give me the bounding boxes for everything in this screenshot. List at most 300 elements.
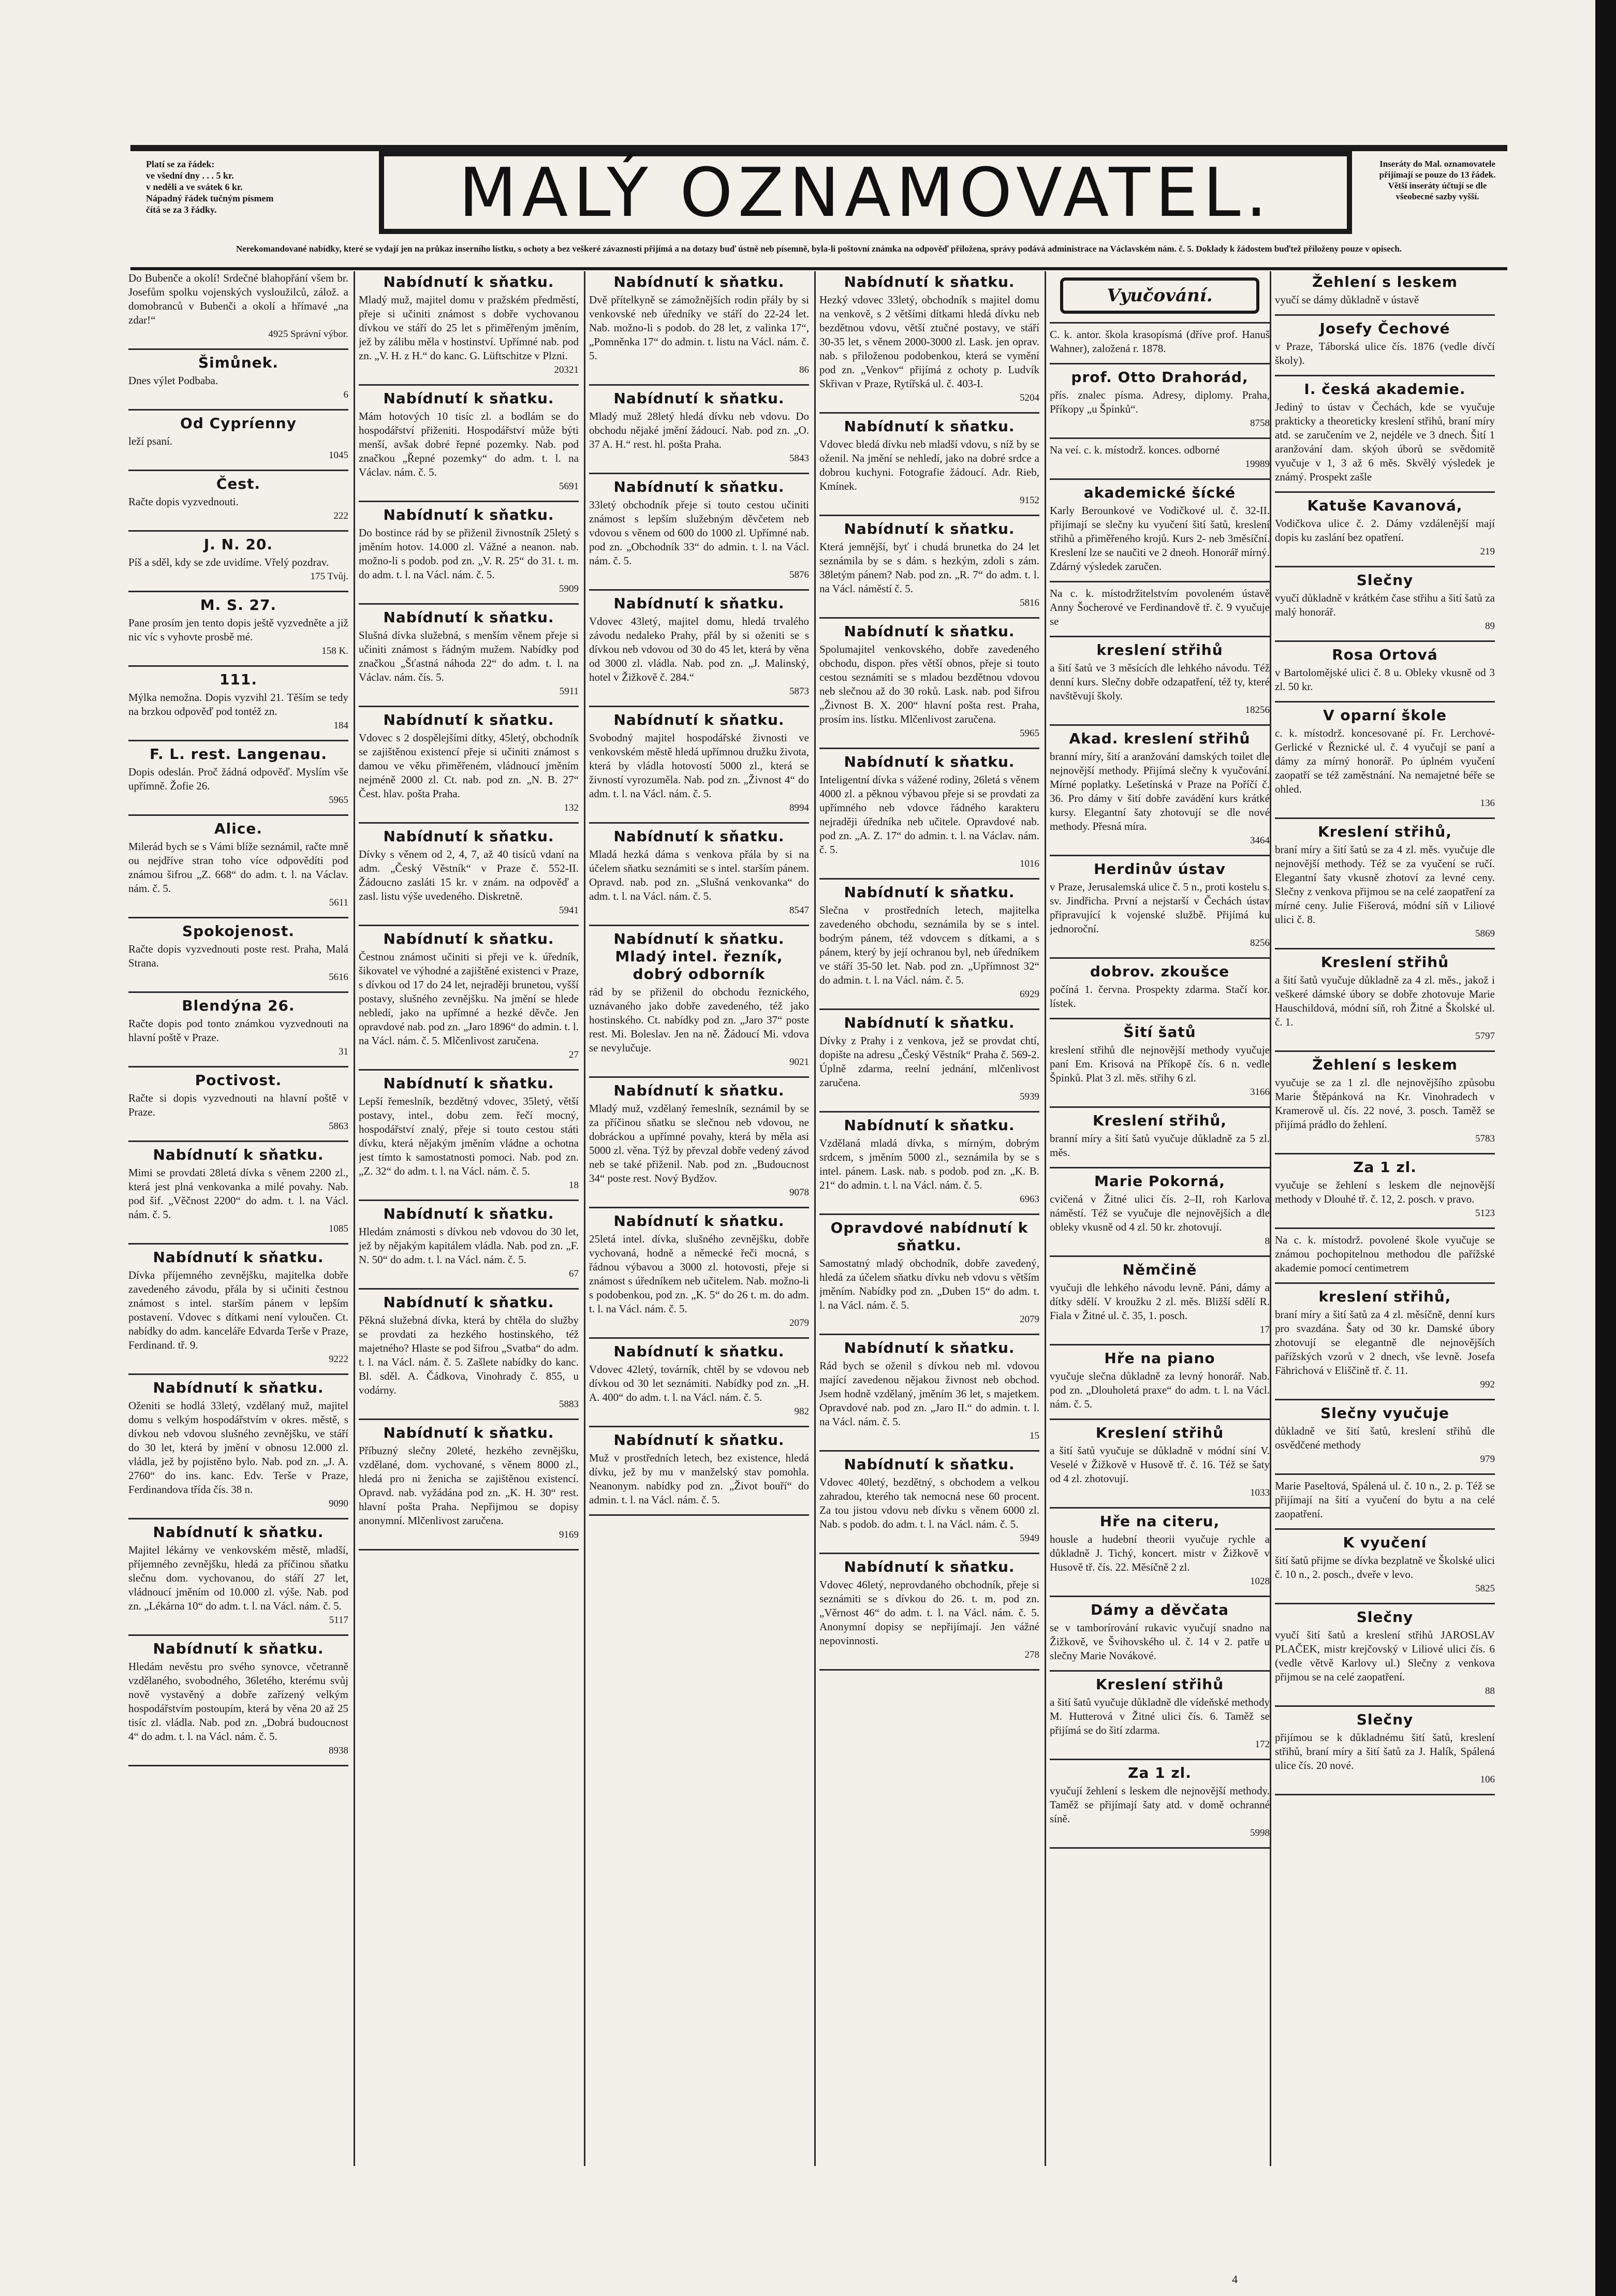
ad-separator (589, 706, 809, 707)
ad-body: Hezký vdovec 33letý, obchodník s majitel domu na venkově, s 2 většími dítkami hledá dívku neb bezdětnou vdovu, větší ztučné postavy, ve stáří 30-35 let, s věnem 2000-3000 zl. Lask. jen oprav. nab. s přiloženou podobenkou, která se vymění pod zn. „Venkov“ přijímá z ochoty p. Ludvík Skřivan v Praze, Rytířská ul. č. 403-I. (819, 294, 1039, 390)
ad-number: 184 (333, 720, 348, 731)
ad-number: 5883 (559, 1399, 579, 1410)
ad-heading: Nabídnutí k sňatku. (383, 1424, 554, 1441)
classified-ad (1275, 954, 1495, 1043)
classified-ad (1050, 1676, 1270, 1751)
ad-heading: J. N. 20. (203, 536, 273, 553)
ad-body: Muž v prostředních letech, bez existence, hledá dívku, jež by mu v manželský stav pomohla. Neanonym. nabídky pod zn. „Život bouří“ do admin. t. l. na Václ. nám. č. 5. (589, 1452, 809, 1506)
ad-heading: F. L. rest. Langenau. (150, 745, 327, 763)
classified-ad (589, 478, 809, 582)
ad-body: cvičená v Žitné ulici čís. 2–II, roh Karlova náměstí. Též se vyučuje dle nejnovějších a dle obleky vkusně od 4 zl. 50 kr. zhotovují. (1050, 1193, 1270, 1233)
ad-body: Na c. k. místodržitelstvím povoleném ústavě Anny Šocherové ve Ferdinandově tř. č. 9 vyučuje se (1050, 587, 1270, 627)
page-title: MALÝ OZNAMOVATEL. (379, 151, 1352, 234)
masthead-note: Nerekomandované nabídky, které se vydají jen na průkaz inserního lístku, s ochoty a bez veškeré závaznosti přijímá a na dotazy buď ústně neb písemně, byla-li poštovní známka na odpověď přiložena, správy podává administrace na Václavském nám. č. 5. Doklady k žádostem buďtež přiloženy pouze v opisech. (236, 244, 1402, 254)
ad-heading: Od Cypríenny (180, 415, 297, 432)
ad-number: 5117 (329, 1615, 348, 1626)
ad-body: Marie Paseltová, Spálená ul. č. 10 n., 2. p. Též se přijímají na šití a vyučení do bytu a na celé zaopatření. (1275, 1480, 1495, 1520)
ad-body: Slečna v prostředních letech, majitelka zavedeného obchodu, seznámila by se s intel. bodrým pánem, též vdovcem s dítkami, a s pánem, který by její ochranou byl, neb úředníkem ve stáří 35-50 let. Nab. pod zn. „Upřímnost 32“ do admin. t. l. na Václ. nám. č. 5. (819, 904, 1039, 986)
ad-number: 1028 (1250, 1576, 1270, 1587)
ad-body: C. k. antor. škola krasopísmá (dříve prof. Hanuš Wahner), založená r. 1878. (1050, 328, 1270, 355)
masthead-rule-bottom (130, 267, 1507, 270)
ad-body: vyučuji dle lehkého návodu levně. Páni, dámy a dítky sdělí. V kroužku 2 zl. měs. Bližší sdělí R. Fiala v Žitné ul. č. 35, 1. posch. (1050, 1281, 1270, 1322)
classified-ad (1050, 1023, 1270, 1099)
ad-separator (1275, 1282, 1495, 1284)
ad-number: 5825 (1475, 1583, 1495, 1594)
ad-separator (128, 1243, 348, 1245)
scan-border (1595, 0, 1616, 2296)
ad-heading: Nabídnutí k sňatku. (383, 930, 554, 947)
classified-ad (1050, 587, 1270, 628)
ad-heading: Rosa Ortová (1332, 646, 1438, 663)
classified-ad (359, 711, 579, 815)
ad-separator (1275, 1153, 1495, 1154)
ad-separator (1050, 636, 1270, 637)
ad-body: Čestnou známost učiniti si přeji ve k. úředník, šikovatel ve výhodné a zajištěné existenci v Praze, s dívkou od 17 do 24 let, nejraději brunetou, vyšší postavy, slušného zevnějšku. Na jmění se hlede nebledí, jako na upřímné a hezké děvče. Jen opravdové nab. pod zn. „Jaro 1896“ do admin. t. l. na Václ. nám. č. 5. Mlčenlivost zaručena. (359, 950, 579, 1047)
ad-body: vyučí se dámy důkladně v ústavě (1275, 294, 1419, 306)
ad-separator (359, 1549, 579, 1551)
classified-ad (589, 595, 809, 698)
ad-separator (1275, 1794, 1495, 1795)
ad-number: 5783 (1475, 1133, 1495, 1144)
ad-separator (359, 1418, 579, 1420)
ad-column (589, 271, 809, 2166)
ad-body: Račte si dopis vyzvednouti na hlavní poště v Praze. (128, 1092, 348, 1118)
ad-heading: Katuše Kavanová, (1307, 497, 1463, 514)
ad-heading: Nabídnutí k sňatku. (383, 1294, 554, 1311)
ad-number: 1033 (1250, 1487, 1270, 1498)
classified-ad (589, 390, 809, 465)
ad-separator (1050, 478, 1270, 480)
ad-separator (1050, 1418, 1270, 1420)
ad-heading: K vyučení (1343, 1534, 1427, 1551)
ad-number: 5611 (329, 897, 348, 908)
ad-number: 8994 (789, 802, 809, 813)
classified-columns (124, 271, 1501, 2166)
ad-separator (128, 665, 348, 667)
ad-body: Vdovec bledá dívku neb mladší vdovu, s níž by se oženil. Na jmění se nehledí, jako na dobré srdce a dobrou kuchyni. Fotografie žádoucí. Adr. Rieb, Kmínek. (819, 438, 1039, 492)
ad-number: 5797 (1475, 1031, 1495, 1042)
ad-separator (1275, 817, 1495, 819)
column-rule (1270, 271, 1271, 2166)
ad-body: Dnes výlet Podbaba. (128, 374, 218, 387)
ad-separator (1050, 1596, 1270, 1597)
classified-ad (128, 1379, 348, 1511)
ad-number: 5816 (1020, 597, 1039, 608)
ad-number: 278 (1024, 1649, 1039, 1660)
classified-ad (1050, 484, 1270, 574)
ad-number: 175 Tvůj. (310, 571, 348, 582)
ad-heading: Nabídnutí k sňatku. (844, 273, 1015, 290)
ad-body: Mladá hezká dáma s venkova přála by si na účelem sňatku seznámiti se s intel. starším pánem. Opravd. nab. pod zn. „Slušná venkovanka“ do adm. t. l. na Václ. nám. č. 5. (589, 848, 809, 902)
ad-body: Račte dopis pod tonto známkou vyzvednouti na hlavní poště v Praze. (128, 1017, 348, 1044)
ad-separator (1050, 1018, 1270, 1019)
ad-body: Vdovec 40letý, bezdětný, s obchodem a velkou zahradou, kterého tak nemocná nese 60 procent. Za tou jistou vdovu neb dívku s věnem 6000 zl. Nab. s podob. do adm. t. l. na Václ. nám. č. 5. (819, 1476, 1039, 1530)
ad-heading: Hře na piano (1104, 1350, 1215, 1367)
ad-heading: Kreslení střihů, (1093, 1112, 1227, 1129)
ad-separator (1275, 375, 1495, 376)
ad-number: 5949 (1020, 1533, 1039, 1544)
ad-separator (359, 1200, 579, 1201)
ad-number: 5123 (1475, 1208, 1495, 1219)
ad-heading: Dámy a děvčata (1090, 1601, 1229, 1618)
ad-heading: Slečny (1356, 572, 1414, 589)
ad-number: 5876 (789, 569, 809, 580)
column-rule (1045, 271, 1046, 2166)
ad-number: 5873 (789, 686, 809, 697)
ad-body: rád by se přiženil do obchodu řeznického, uznávaného jako dobře zavedeného, též jako hostinského. Ct. nabídky pod zn. „Jaro 37“ poste rest. Mi. Boleslav. Jen na ně. Žádoucí Mi. vdova se nevylučuje. (589, 986, 809, 1054)
ad-separator (819, 515, 1039, 516)
ad-body: Píš a sděl, kdy se zde uvidíme. Vřelý pozdrav. (128, 556, 329, 568)
ad-body: braní míry a šití šatů se za 4 zl. měs. vyučuje dle nejnovější methody. Též se za vyučení se ručí. Elegantní šaty vkusně zhotoví za levné ceny. Slečny z venkova přijmou se na celé zaopatření za mírné ceny. Julie Fišerová, módní síň v Liliové ulici č. 8. (1275, 843, 1495, 926)
ad-heading: Nabídnutí k sňatku. (844, 1558, 1015, 1575)
classified-ad (589, 1343, 809, 1418)
ad-body: přís. znalec písma. Adresy, diplomy. Praha, Příkopy „u Špinků“. (1050, 389, 1270, 415)
ad-separator (589, 384, 809, 386)
classified-ad (1050, 1764, 1270, 1840)
ad-body: šití šatů přijme se dívka bezplatně ve Školské ulici č. 10 n., 2. posch., dveře v levo. (1275, 1554, 1495, 1581)
classified-ad (1050, 1173, 1270, 1248)
masthead (130, 145, 1507, 269)
ad-body: braní míry a šití šatů za 4 zl. měsíčně, denní kurs pro svazdána. Šaty od 30 kr. Damské úbory zhotovují se elegantně dle nejnovějších pařížských vzorů v 2 dnech, vše levně. Josefa Fährichová v Eliščině tř. č. 11. (1275, 1308, 1495, 1377)
ad-body: Pěkná služebná dívka, která by chtěla do služby se provdati za hezkého hostinského, též majetného? Hlaste se pod šifrou „Svatba“ do adm. t. l. na Václ. nám. č. 5. Zašlete nabídky do kanc. Bl. sděl. A. Čádkova, Vinohrady č. 855, u vodárny. (359, 1314, 579, 1396)
ad-number: 18 (569, 1180, 579, 1191)
ad-body: Dívka příjemného zevnějšku, majitelka dobře zavedeného závodu, přála by si učiniti čestnou známost s intel. starším pánem v lepším postavení. Vdovec s dítkami není vyloučen. Ct. nabídky do adm. kanceláře Edvarda Terše v Praze, Ferdinand. tř. 9. (128, 1269, 348, 1351)
classified-ad (1050, 1112, 1270, 1160)
ad-body: Dopis odeslán. Proč žádná odpověď. Myslím vše upřímně. Žofie 26. (128, 766, 348, 792)
ad-body: v Praze, Táborská ulice čís. 1876 (vedle dívčí školy). (1275, 340, 1495, 367)
ad-separator (589, 1426, 809, 1427)
ad-body: housle a hudební theorii vyučuje rychle a důkladně J. Tichý, koncert. mistr v Žižkově v Husově tř. čís. 22. Měsíčně 2 zl. (1050, 1533, 1270, 1573)
ad-separator (359, 706, 579, 707)
ad-body: 33letý obchodník přeje si touto cestou učiniti známost s lepším služebným děvčetem neb vdovou s věnem od 600 do 1000 zl. Upřímné nab. pod zn. „Obchodník 33“ do admin. t. l. na Václ. nám. č. 5. (589, 499, 809, 567)
ad-column (1275, 271, 1495, 2166)
ad-separator (128, 348, 348, 350)
ad-body: přijímou se k důkladnému šití šatů, kreslení střihů, braní míry a šití šatů za J. Halík, Spálená ulice čís. 20 nové. (1275, 1731, 1495, 1772)
ad-number: 222 (333, 510, 348, 521)
ad-separator (589, 1207, 809, 1208)
ad-separator (589, 822, 809, 824)
ad-number: 8758 (1250, 418, 1270, 429)
ad-heading: Nabídnutí k sňatku. Mladý intel. řezník, dobrý odborník (613, 930, 785, 983)
ad-separator (819, 1669, 1039, 1671)
ad-body: Mimi se provdati 28letá dívka s věnem 2200 zl., která jest plná venkovanka a milé povahy. Nab. pod šif. „Věčnost 2200“ do adm. t. l. na Václ. nám. č. 5. (128, 1166, 348, 1221)
classified-ad (819, 273, 1039, 405)
classified-ad (128, 820, 348, 910)
ad-heading: Hře na citeru, (1099, 1513, 1220, 1530)
ad-separator (1275, 1227, 1495, 1229)
ad-heading: Nabídnutí k sňatku. (383, 711, 554, 728)
classified-ad (359, 1205, 579, 1281)
classified-ad (589, 273, 809, 377)
ad-separator (1275, 566, 1495, 567)
price-line: Nápadný řádek tučným písmem (146, 193, 274, 203)
price-line: v neděli a ve svátek 6 kr. (146, 182, 243, 192)
ad-body: vyučuje se za 1 zl. dle nejnovějšího způsobu Marie Štěpánková na Kr. Vinohradech v Kramerově ul. čís. 22 nové, 3. posch. Taměž se přijímá prádlo do žehlení. (1275, 1076, 1495, 1131)
ad-column (1050, 271, 1270, 2166)
ad-body: Do bostince rád by se přiženil živnostník 25letý s jměním hotov. 14.000 zl. Vážné a neanon. nab. možno-li s podob. pod zn. „V. R. 25“ do 31. t. m. do adm. t. l. na Václ. nám. č. 5. (359, 527, 579, 581)
ad-number: 5965 (1020, 728, 1039, 739)
ad-number: 1016 (1020, 858, 1039, 869)
ad-separator (1050, 1507, 1270, 1509)
ad-heading: Akad. kreslení střihů (1069, 730, 1251, 747)
ad-body: Mám hotových 10 tisíc zl. a bodlám se do hospodářství přiženiti. Hospodářství může býti menší, avšak dobré řepné pozemky. Nab. pod značkou „Řepné pozemky“ do adm. t. l. na Václav. nám. č. 5. (359, 410, 579, 478)
classified-ad (128, 536, 348, 583)
ad-number: 9222 (329, 1354, 348, 1365)
ad-separator (819, 878, 1039, 880)
ad-body: a šití šatů vyučuje důkladně za 4 zl. měs., jakož i veškeré dámské úbory se dobře zhotovuje Marie Hauschildová, módní síň, roh Žitné a Školské ul. č. 1. (1275, 974, 1495, 1028)
classified-ad (359, 930, 579, 1062)
ad-number: 9090 (329, 1498, 348, 1509)
ad-separator (589, 1337, 809, 1339)
ad-heading: Opravdové nabídnutí k sňatku. (830, 1219, 1029, 1254)
ad-number: 136 (1480, 798, 1495, 809)
ad-body: Hledám nevěstu pro svého synovce, včetranně vzdělaného, svobodného, 36letého, kterému svůj nově vystavěný a dobře zařízený velkým hospodářstvím postoupím, která by věna 20 až 25 tisíc zl. vládla. Nab. pod zn. „Dobrá budoucnost 4“ do adm. t. l. na Václ. nám. č. 5. (128, 1660, 348, 1743)
ad-heading: Nabídnutí k sňatku. (153, 1640, 324, 1657)
classified-ad (1050, 369, 1270, 430)
ad-body: Pane prosím jen tento dopis ještě vyzvedněte a již nic víc s vyhovte prosbě mé. (128, 617, 348, 643)
ad-number: 5965 (329, 795, 348, 806)
classified-ad (1050, 328, 1270, 356)
ad-heading: Nabídnutí k sňatku. (613, 828, 785, 845)
ad-number: 31 (339, 1046, 348, 1057)
ad-number: 2079 (1020, 1314, 1039, 1325)
ad-body: Vzdělaná mladá dívka, s mírným, dobrým srdcem, s jměním 5000 zl., seznámila by se s intel. pánem. Lask. nab. s podob. pod zn. „K. B. 21“ do admin. t. l. na Václ. nám. č. 5. (819, 1137, 1039, 1191)
classified-ad (359, 390, 579, 493)
ad-heading: V oparní škole (1323, 707, 1447, 724)
ad-separator (128, 1634, 348, 1636)
masthead-rule-top (130, 145, 1507, 151)
ad-separator (1275, 491, 1495, 493)
classified-ad (819, 1456, 1039, 1545)
ad-heading: Slečny (1356, 1608, 1414, 1626)
ad-separator (1050, 1167, 1270, 1168)
ad-separator (359, 1069, 579, 1071)
ad-number: 5204 (1020, 392, 1039, 403)
ad-heading: Nabídnutí k sňatku. (613, 595, 785, 612)
ad-heading: Nabídnutí k sňatku. (613, 1082, 785, 1099)
ad-separator (819, 1553, 1039, 1554)
ad-heading: Kreslení střihů (1095, 1424, 1224, 1441)
ad-separator (589, 1076, 809, 1078)
ad-separator (128, 530, 348, 532)
ad-body: vyučují žehlení s leskem dle nejnovější methody. Taměž se přijímají šaty atd. v domě ochranné síně. (1050, 1785, 1270, 1825)
ad-number: 982 (794, 1406, 809, 1417)
classified-ad (819, 884, 1039, 1001)
ad-separator (128, 1140, 348, 1142)
ad-heading: Slečny vyučuje (1320, 1405, 1449, 1422)
ad-number: 8547 (789, 905, 809, 916)
classified-ad (1050, 1261, 1270, 1337)
ad-separator (128, 1765, 348, 1766)
classified-ad (128, 745, 348, 807)
ad-number: 5691 (559, 481, 579, 492)
ad-body: Vdovec 46letý, neprovdaného obchodník, přeje si seznámiti se s dívkou do 26. t. m. pod zn. „Věrnost 46“ do adm. t. l. na Václ. nám. č. 5. Anonymní dopisy se nepřijímají. Jen vážné nepovinnosti. (819, 1578, 1039, 1647)
ad-body: vyučí šití šatů a kreslení střihů JAROSLAV PLAČEK, mistr krejčovský v Liliové ulici čís. 6 (vedle větvě Karlovy ul.) Slečny z venkova přijmou se na celé zaopatření. (1275, 1629, 1495, 1683)
ad-separator (128, 740, 348, 741)
classified-ad (359, 1075, 579, 1192)
ad-separator (1050, 1344, 1270, 1346)
ad-heading: Nabídnutí k sňatku. (844, 623, 1015, 640)
ad-separator (589, 473, 809, 474)
classified-ad (1275, 707, 1495, 810)
classified-ad (1275, 823, 1495, 941)
ad-heading: Nabídnutí k sňatku. (613, 390, 785, 407)
ad-heading: Kreslení střihů, (1318, 823, 1452, 840)
insert-line: přijímají se pouze do 13 řádek. (1379, 170, 1496, 180)
ad-heading: Nabídnutí k sňatku. (613, 478, 785, 495)
ad-number: 18256 (1245, 705, 1270, 715)
ad-body: Majitel lékárny ve venkovském městě, mladší, příjemného zevnějšku, hledá za příčinou sňatku slečnu dom. vychovanou, do stáří 27 let, vládnoucí jměním od 10.000 zl. výše. Nab. pod zn. „Lékárna 10“ do adm. t. l. na Václ. nám. č. 5. (128, 1544, 348, 1612)
ad-number: 1045 (329, 450, 348, 461)
classified-ad (1275, 1534, 1495, 1596)
ad-body: Která jemnější, byť i chudá brunetka do 24 let seznámila by se s dám. s hezkým, zdoli s zám. 38letým pánem? Nab. pod zn. „R. 7“ do adm. t. l. na Václ. náměstí č. 5. (819, 540, 1039, 595)
classified-ad (819, 418, 1039, 507)
classified-ad (359, 273, 579, 377)
ad-body: Račte dopis vyzvednouti. (128, 495, 239, 508)
ad-number: 992 (1480, 1379, 1495, 1390)
ad-body: leží psaní. (128, 435, 173, 447)
ad-heading: Herdinův ústav (1094, 860, 1226, 878)
ad-separator (1050, 363, 1270, 364)
ad-heading: Nabídnutí k sňatku. (383, 390, 554, 407)
ad-body: 25letá intel. dívka, slušného zevnějšku, dobře vychovaná, hodně a německé řeči mocná, s řádnou výbavou a 3000 zl. hotovosti, přeje si známost s úředníkem neb učitelem. Nab. možno-li s podobenkou, pod zn. „K. 5“ do 26 t. m. do adm. t. l. na Václ. nám. č. 5. (589, 1233, 809, 1315)
classified-ad (1050, 963, 1270, 1011)
ad-number: 9152 (1020, 495, 1039, 506)
ad-heading: Nabídnutí k sňatku. (153, 1146, 324, 1163)
ad-body: kreslení střihů dle nejnovější methody vyučuje paní Em. Krisová na Příkopě čís. 6 n. vedle Špinků. Plat 3 zl. měs. střihy 6 zl. (1050, 1044, 1270, 1084)
classified-ad (1050, 860, 1270, 950)
classified-ad (589, 711, 809, 815)
ad-body: a šití šatů vyučuje se důkladně v módní síní V. Veselé v Žižkově v Husově tř. č. 16. Též se šaty od 4 zl. zhotovují. (1050, 1444, 1270, 1485)
ad-heading: Spokojenost. (182, 923, 295, 940)
ad-separator (1050, 322, 1270, 324)
ad-separator (819, 748, 1039, 749)
classified-ad (359, 506, 579, 596)
page-number: 4 (1232, 2273, 1238, 2286)
ad-heading: Nabídnutí k sňatku. (844, 1339, 1015, 1356)
ad-body: vyučuje slečna důkladně za levný honorář. Nab. pod zn. „Dlouholetá praxe“ do adm. t. l. na Václ. nám. č. 5. (1050, 1370, 1270, 1410)
ad-heading: Nabídnutí k sňatku. (153, 1249, 324, 1266)
ad-body: Slušná dívka služebná, s menším věnem přeje si učiniti známost s řádným mužem. Nabídky pod značkou „Šťastná náhoda 22“ do adm. t. l. na Václav. nám. čís. 5. (359, 629, 579, 683)
ad-separator (128, 1066, 348, 1067)
ad-heading: Nabídnutí k sňatku. (613, 1431, 785, 1449)
ad-heading: Nabídnutí k sňatku. (613, 1212, 785, 1230)
ad-body: branní míry a šití šatů vyučuje důkladně za 5 zl. měs. (1050, 1132, 1270, 1159)
ad-number: 979 (1480, 1454, 1495, 1465)
classified-ad (1050, 1424, 1270, 1500)
ad-heading: akademické šícké (1083, 484, 1236, 501)
ad-body: Mladý muž 28letý hledá dívku neb vdovu. Do obchodu nějaké jmění žádoucí. Nab. pod zn. „O. 37 A. H.“ rest. hl. pošta Praha. (589, 410, 809, 450)
ad-separator (1275, 948, 1495, 949)
section-heading: Vyučování. (1060, 277, 1259, 314)
ad-number: 2079 (789, 1318, 809, 1328)
ad-heading: Nabídnutí k sňatku. (613, 1343, 785, 1360)
ad-separator (1275, 1473, 1495, 1475)
ad-number: 5869 (1475, 928, 1495, 939)
ad-column (128, 271, 348, 2166)
ad-separator (819, 1008, 1039, 1010)
classified-ad (128, 354, 348, 402)
classified-ad (589, 1082, 809, 1200)
classified-ad (1050, 1601, 1270, 1663)
ad-body: vyučí důkladně v krátkém čase střihu a šití šatů za malý honorář. (1275, 592, 1495, 618)
ad-number: 5939 (1020, 1091, 1039, 1102)
ad-separator (819, 1450, 1039, 1452)
ad-number: 5616 (329, 972, 348, 983)
ad-number: 8256 (1250, 938, 1270, 948)
ad-number: 5911 (559, 686, 579, 697)
ad-heading: Nabídnutí k sňatku. (153, 1379, 324, 1396)
ad-separator (1275, 314, 1495, 316)
ad-body: Dvě přítelkyně se zámožnějších rodin přály by si venkovské neb úředníky ve stáří do 22-24 let. Nab. možno-li s podob. do 28 let, z valinka 17“, „Pomněnka 17“ do admin. t. listu na Václ. nám. č. 5. (589, 294, 809, 362)
ad-separator (819, 1334, 1039, 1335)
ad-heading: Šití šatů (1123, 1023, 1196, 1041)
classified-ad (1275, 381, 1495, 484)
ad-separator (359, 384, 579, 386)
ad-separator (589, 589, 809, 591)
ad-heading: Šimůnek. (198, 354, 279, 371)
ad-separator (819, 617, 1039, 619)
ad-heading: Poctivost. (195, 1072, 282, 1089)
classified-ad (359, 828, 579, 917)
ad-body: v Praze, Jerusalemská ulice č. 5 n., proti kostelu s. sv. Jindřicha. První a nejstarší v Čechách ústav připravující k vojenské službě. Přijímá ku jednoroční. (1050, 881, 1270, 935)
ad-number: 106 (1480, 1774, 1495, 1785)
classified-ad (1275, 1056, 1495, 1146)
ad-heading: Žehlení s leskem (1312, 273, 1458, 290)
ad-body: Do Bubenče a okolí! Srdečné blahopřání všem br. Josefům spolku vojenských vysloužilců, zálož. a domobranců v Bubenči a okolí a hřímavé „na zdar!“ (128, 272, 348, 326)
ad-body: Dívky z Prahy i z venkova, jež se provdat chtí, dopište na adresu „Český Věstník“ Praha č. 569-2. Úplně zdarma, reelní jednání, mlčenlivost zaručena. (819, 1034, 1039, 1089)
classified-ad (128, 997, 348, 1059)
classified-ad (1050, 277, 1270, 314)
classified-ad (128, 1524, 348, 1627)
ad-column (359, 271, 579, 2166)
classified-ad (819, 623, 1039, 740)
ad-number: 158 K. (321, 646, 348, 656)
classified-ad (1275, 1159, 1495, 1220)
ad-separator (359, 925, 579, 926)
ad-body: se v tamborírování rukavic vyučují snadno na Žižkově, ve Švihovského ul. č. 14 v 2. patře u slečny Marie Novákové. (1050, 1621, 1270, 1662)
classified-ad (1275, 273, 1495, 307)
classified-ad (1275, 646, 1495, 694)
ad-heading: Josefy Čechové (1319, 320, 1450, 337)
ad-heading: Nabídnutí k sňatku. (613, 711, 785, 728)
ad-heading: Nabídnutí k sňatku. (383, 828, 554, 845)
ad-number: 6 (343, 389, 348, 400)
ad-separator (1275, 701, 1495, 703)
ad-heading: Nabídnutí k sňatku. (383, 1075, 554, 1092)
classified-ad (359, 1294, 579, 1411)
ad-separator (589, 925, 809, 926)
ad-body: Vodičkova ulice č. 2. Dámy vzdálenější mají dopis ku zaslání bez opatření. (1275, 517, 1495, 544)
ad-heading: Nabídnutí k sňatku. (383, 609, 554, 626)
ad-number: 17 (1260, 1324, 1270, 1335)
ad-heading: Nabídnutí k sňatku. (844, 1117, 1015, 1134)
ad-body: Spolumajitel venkovského, dobře zavedeného obchodu, dispon. přes větší obnos, přeje si touto cestou seznámiti se s mladou bezdětnou vdovou neb slečnou až do 30 roků. Lask. nab. pod šifrou „Živnost B. X. 200“ hlavní pošta rest. Praha, prosím ins. lístku. Mlčenlivost zaručena. (819, 643, 1039, 725)
classified-ad (819, 1117, 1039, 1206)
ad-body: Dívky s věnem od 2, 4, 7, až 40 tisíců vdaní na adm. „Český Věstník“ v Praze č. 552-II. Žádoucno zasláti 15 kr. v znám. na odpověď a zasl. listu výše uvedeného. Diskretně. (359, 848, 579, 902)
ad-number: 9021 (789, 1057, 809, 1067)
classified-ad (1050, 1513, 1270, 1588)
ad-heading: dobrov. zkoušce (1090, 963, 1230, 980)
ad-body: Mýlka nemožna. Dopis vyzvihl 21. Těším se tedy na brzkou odpověď pod tontéž zn. (128, 691, 348, 718)
classified-ad (359, 1424, 579, 1542)
ad-separator (589, 1514, 809, 1516)
ad-heading: Kreslení střihů (1320, 954, 1449, 971)
ad-heading: Nabídnutí k sňatku. (844, 520, 1015, 537)
ad-body: Jediný to ústav v Čechách, kde se vyučuje prakticky a theoreticky kreslení střihů, braní míry atd. se zaručením ve 2, nejdéle ve 3 dnech. Šití 1 aranžování dam. skýoh úborů se svědomitě vyučuje v 1, 3 až 6 měs. Skvělý výsledek je známý. Prospekt zašle (1275, 401, 1495, 483)
classified-ad (1050, 730, 1270, 847)
ad-heading: Alice. (214, 820, 263, 837)
